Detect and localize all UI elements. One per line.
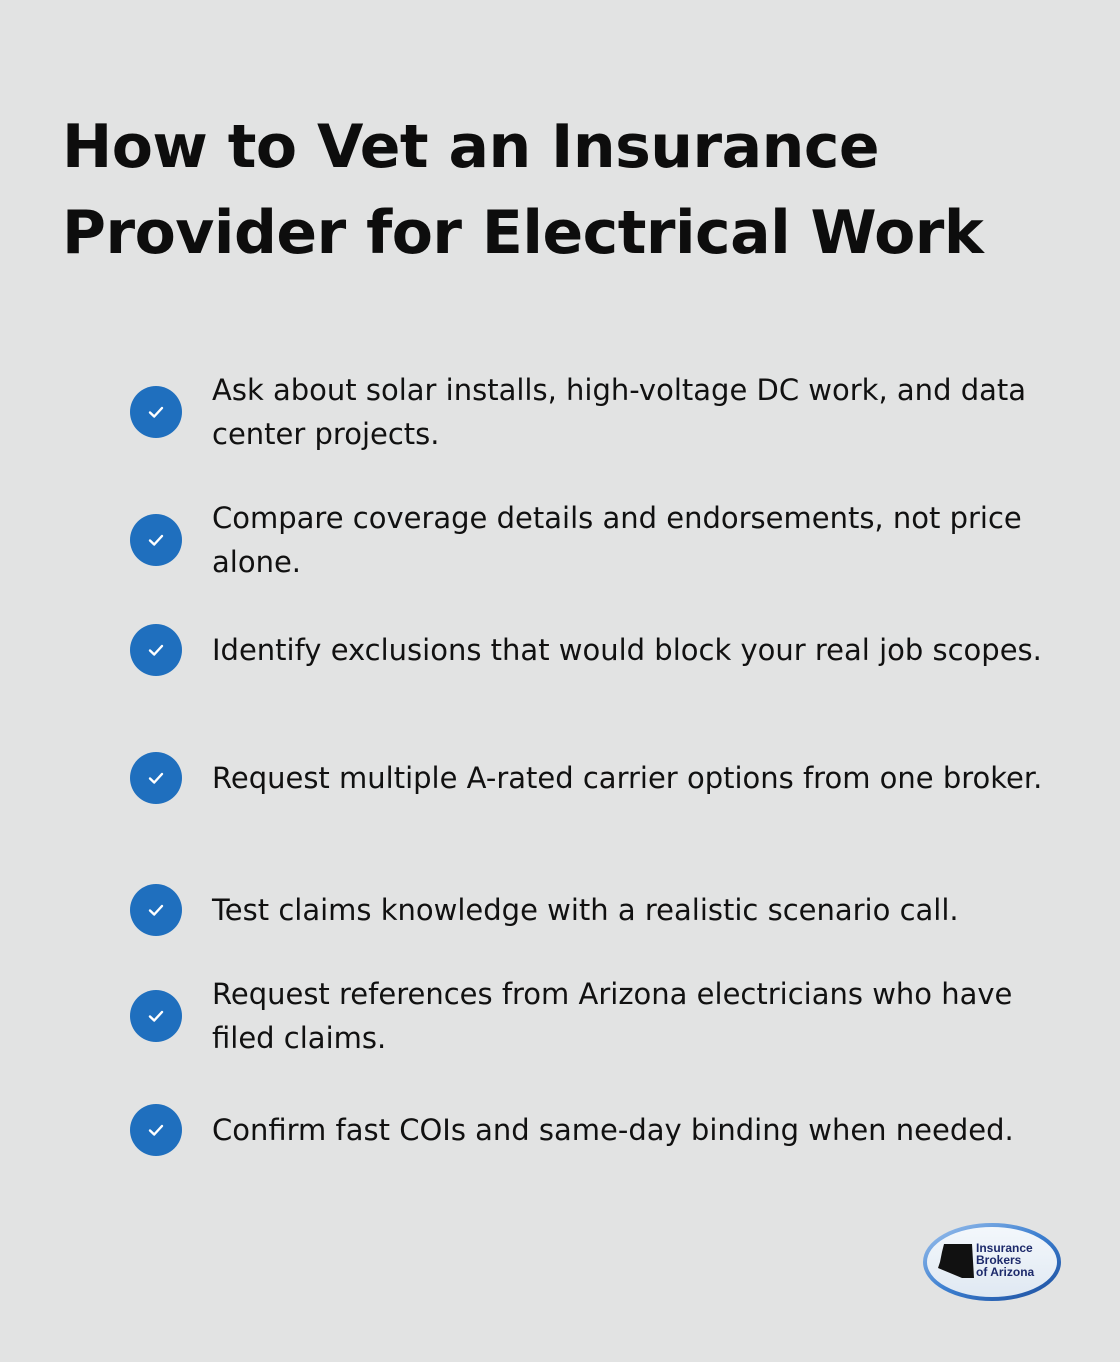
list-item-text: Compare coverage details and endorsements, not price alone. bbox=[212, 501, 1022, 579]
checkmark-icon bbox=[130, 386, 182, 438]
list-item bbox=[130, 368, 1070, 456]
list-item-text: Ask about solar installs, high-voltage DC work, and data center projects. bbox=[212, 373, 1027, 451]
list-item bbox=[130, 884, 1070, 936]
company-logo bbox=[922, 1222, 1062, 1302]
logo-line-3: of Arizona bbox=[976, 1265, 1035, 1279]
list-item bbox=[130, 752, 1070, 804]
list-item-text: Confirm fast COIs and same-day binding when needed. bbox=[212, 1113, 1014, 1147]
checkmark-icon bbox=[130, 514, 182, 566]
list-item bbox=[130, 972, 1070, 1060]
list-item bbox=[130, 624, 1070, 676]
checkmark-icon bbox=[130, 990, 182, 1042]
page-title: How to Vet an Insurance Provider for Electrical Work bbox=[62, 112, 984, 268]
list-item-text: Request references from Arizona electricians who have filed claims. bbox=[212, 977, 1013, 1055]
list-item-text: Request multiple A-rated carrier options from one broker. bbox=[212, 761, 1043, 795]
logo-text bbox=[976, 1242, 1034, 1278]
checkmark-icon bbox=[130, 624, 182, 676]
list-item-text: Identify exclusions that would block your real job scopes. bbox=[212, 633, 1042, 667]
checkmark-icon bbox=[130, 1104, 182, 1156]
checkmark-icon bbox=[130, 752, 182, 804]
list-item bbox=[130, 1104, 1070, 1156]
checkmark-icon bbox=[130, 884, 182, 936]
list-item bbox=[130, 496, 1070, 584]
logo-line-1: Insurance bbox=[976, 1241, 1033, 1255]
logo-line-2: Brokers bbox=[976, 1253, 1022, 1267]
list-item-text: Test claims knowledge with a realistic scenario call. bbox=[212, 893, 959, 927]
